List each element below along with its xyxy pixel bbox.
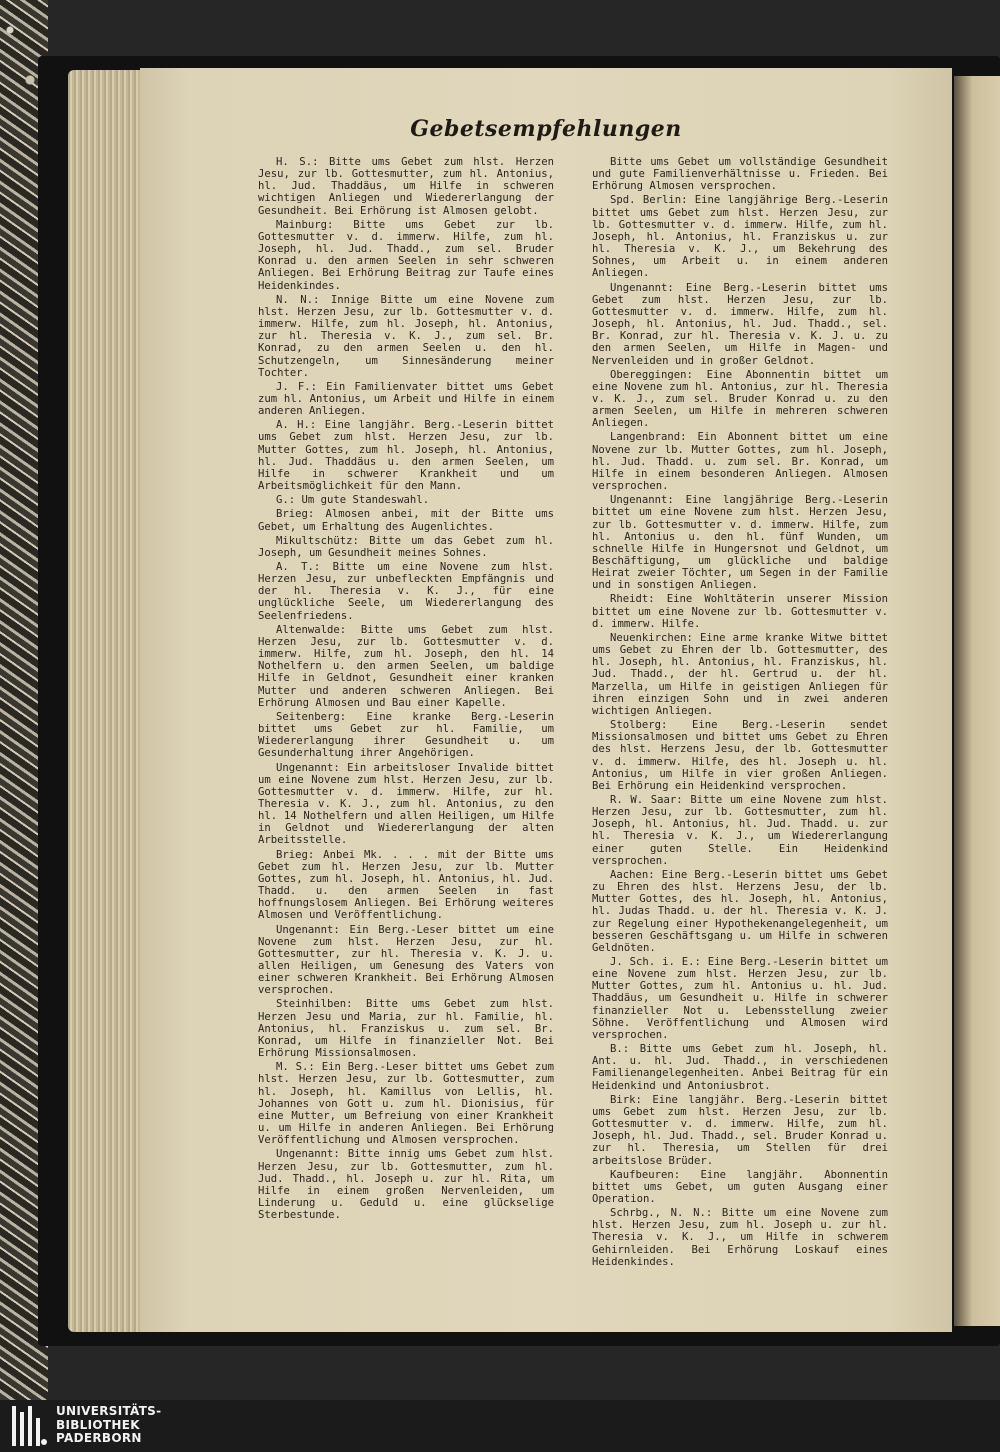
- prayer-entry: A. T.: Bitte um eine Novene zum hlst. Herzen Jesu, zur unbefleckten Empfängnis und der hl. Theresia v. K. J., für eine unglückliche Seele, um Wiedererlangung des Seelenfriedens.: [258, 561, 554, 622]
- page-title: Gebetsempfehlungen: [410, 116, 682, 142]
- prayer-entry: Obereggingen: Eine Abonnentin bittet um eine Novene zum hl. Antonius, zur hl. Theresia v. K. J., zum sel. Bruder Konrad u. zu den armen Seelen, um Hilfe in mehreren schweren Anliegen.: [592, 368, 888, 430]
- prayer-entry: Ungenannt: Eine langjährige Berg.-Leserin bittet um eine Novene zum hlst. Herzen Jesu, zur lb. Gottesmutter v. d. immerw. Hilfe, zum hl. Antonius u. den hl. fünf Wunden, um schnelle Hilfe in Hungersnot und Geldnot, um Beschäftigung, um glückliche und baldige Heirat zweier Töchter, um Segen in der Familie und in sonstigen Anliegen.: [592, 494, 888, 592]
- prayer-entry: Stolberg: Eine Berg.-Leserin sendet Missionsalmosen und bittet ums Gebet zu Ehren des hlst. Herzens Jesu, der lb. Gottesmutter v. d. immerw. Hilfe, des hl. Joseph u. hl. Antonius, um Hilfe in vier großen Anliegen. Bei Erhörung ein Heidenkind versprochen.: [592, 719, 888, 792]
- right-column: [592, 156, 888, 1270]
- left-column: [258, 156, 554, 1223]
- prayer-entry: Aachen: Eine Berg.-Leserin bittet ums Gebet zu Ehren des hlst. Herzens Jesu, der lb. Mutter Gottes, des hl. Joseph, hl. Antonius, hl. Judas Thadd. u. der hl. Theresia v. K. J. zur Regelung einer Hypothekenangelegenheit, um besseren Geschäftsgang u. um Hilfe in schweren Geldnöten.: [592, 868, 888, 954]
- prayer-entry: Brieg: Almosen anbei, mit der Bitte ums Gebet, um Erhaltung des Augenlichtes.: [258, 508, 554, 533]
- prayer-entry: Mainburg: Bitte ums Gebet zur lb. Gottesmutter v. d. immerw. Hilfe, zum hl. Joseph, hl. Jud. Thadd., zum sel. Bruder Konrad u. den armen Seelen in sehr schweren Anliegen. Bei Erhörung Beitrag zur Taufe eines Heidenkindes.: [258, 218, 554, 292]
- prayer-entry: N. N.: Innige Bitte um eine Novene zum hlst. Herzen Jesu, zur lb. Gottesmutter v. d. immerw. Hilfe, zum hl. Joseph, hl. Antonius, zur hl. Theresia v. K. J., zum sel. Br. Konrad, zu den armen Seelen u. den hl. Schutzengeln, um Sinnesänderung meiner Tochter.: [258, 293, 554, 379]
- next-page-edge: [954, 76, 1000, 1326]
- prayer-entry: Kaufbeuren: Eine langjähr. Abonnentin bittet ums Gebet, um guten Ausgang einer Operation.: [592, 1168, 888, 1205]
- prayer-entry: Bitte ums Gebet um vollständige Gesundheit und gute Familienverhältnisse u. Frieden. Bei Erhörung Almosen versprochen.: [592, 156, 888, 193]
- prayer-entry: Neuenkirchen: Eine arme kranke Witwe bittet ums Gebet zu Ehren der lb. Gottesmutter, des hl. Joseph, hl. Antonius, hl. Franziskus, hl. Jud. Thadd., der hl. Gertrud u. der hl. Marzella, um Hilfe in geistigen Anliegen für ihren einzigen Sohn und in zwei anderen wichtigen Anliegen.: [592, 631, 888, 717]
- prayer-entry: G.: Um gute Standeswahl.: [276, 494, 430, 507]
- prayer-entry: Steinhilben: Bitte ums Gebet zum hlst. Herzen Jesu und Maria, zur hl. Familie, hl. Antonius, hl. Franziskus u. zum sel. Br. Konrad, um Hilfe in finanzieller Not. Bei Erhörung Missionsalmosen.: [258, 998, 554, 1060]
- prayer-entry: Ungenannt: Eine Berg.-Leserin bittet ums Gebet zum hlst. Herzen Jesu, zur lb. Gottesmutter v. d. immerw. Hilfe, zum hl. Joseph, hl. Antonius, hl. Jud. Thadd., sel. Br. Konrad, zur hl. Theresia v. K. J. u. zu den armen Seelen, um Hilfe in Magen- und Nervenleiden und in großer Geldnot.: [592, 281, 888, 367]
- library-logo-text: [56, 1405, 216, 1446]
- prayer-entry: Ungenannt: Bitte innig ums Gebet zum hlst. Herzen Jesu, zur lb. Gottesmutter, zum hl. Jud. Thadd., hl. Joseph u. zur hl. Rita, um Hilfe in einem großen Nervenleiden, um Linderung u. Geduld u. eine glückselige Sterbestunde.: [258, 1148, 554, 1222]
- prayer-entry: A. H.: Eine langjähr. Berg.-Leserin bittet ums Gebet zum hlst. Herzen Jesu, zur lb. Mutter Gottes, zum hl. Joseph, hl. Antonius, hl. Jud. Thaddäus u. den armen Seelen, um Hilfe in schwerer Krankheit und um Arbeitsmöglichkeit für den Mann.: [258, 419, 554, 493]
- prayer-entry: Spd. Berlin: Eine langjährige Berg.-Leserin bittet ums Gebet zum hlst. Herzen Jesu, zur lb. Gottesmutter v. d. immerw. Hilfe, zum hl. Joseph, hl. Antonius, hl. Franziskus u. zur hl. Theresia v. K. J., um Bekehrung des Sohnes, um Arbeit u. in einem anderen Anliegen.: [592, 194, 888, 280]
- prayer-entry: Langenbrand: Ein Abonnent bittet um eine Novene zur lb. Mutter Gottes, zum hl. Joseph, hl. Jud. Thadd. u. zum sel. Br. Konrad, um Hilfe in einem besonderen Anliegen. Almosen versprochen.: [592, 431, 888, 493]
- library-logo-icon: [8, 1404, 48, 1448]
- prayer-entry: Birk: Eine langjähr. Berg.-Leserin bittet ums Gebet zum hlst. Herzen Jesu, zur lb. Gottesmutter v. d. immerw. Hilfe, zum hl. Joseph, hl. Jud. Thadd., sel. Bruder Konrad u. zur hl. Theresia, um Stellen für drei arbeitslose Brüder.: [592, 1093, 888, 1167]
- prayer-entry: Seitenberg: Eine kranke Berg.-Leserin bittet ums Gebet zur hl. Familie, um Wiedererlangung ihrer Gesundheit u. um Gesunderhaltung ihrer Angehörigen.: [258, 710, 554, 760]
- prayer-entry: Mikultschütz: Bitte um das Gebet zum hl. Joseph, um Gesundheit meines Sohnes.: [258, 534, 554, 559]
- prayer-entry: Altenwalde: Bitte ums Gebet zum hlst. Herzen Jesu, zur lb. Gottesmutter v. d. immerw. Hilfe, zum hl. Joseph, den hl. 14 Nothelfern u. den armen Seelen, um baldige Hilfe in Geldnot, Gesundheit einer kranken Mutter und anderen schweren Anliegen. Bei Erhörung Almosen und Bau einer Kapelle.: [258, 623, 554, 709]
- logo-line: BIBLIOTHEK: [56, 1417, 140, 1432]
- prayer-entry: Ungenannt: Ein Berg.-Leser bittet um eine Novene zum hlst. Herzen Jesu, zur hl. Gottesmutter, zur hl. Theresia v. K. J. u. allen Heiligen, um Genesung des Vaters von einer schweren Krankheit. Bei Erhörung Almosen versprochen.: [258, 923, 554, 997]
- book-page: [140, 68, 952, 1332]
- prayer-entry: Ungenannt: Ein arbeitsloser Invalide bittet um eine Novene zum hlst. Herzen Jesu, zur lb. Gottesmutter v. d. immerw. Hilfe, zur hl. Theresia v. K. J., zum hl. Antonius, zu den hl. 14 Nothelfern und allen Heiligen, um Hilfe in Geldnot und Wiedererlangung der alten Arbeitsstelle.: [258, 761, 554, 847]
- logo-line: PADERBORN: [56, 1431, 142, 1445]
- prayer-entry: M. S.: Ein Berg.-Leser bittet ums Gebet zum hlst. Herzen Jesu, zur lb. Gottesmutter, zum hl. Joseph, hl. Kamillus von Lellis, hl. Johannes von Gott u. zum hl. Dionisius, für eine Mutter, um Befreiung von einer Krankheit u. um Hilfe in anderen Anliegen. Bei Erhörung Veröffentlichung und Almosen versprochen.: [258, 1061, 554, 1147]
- prayer-entry: Brieg: Anbei Mk. . . . mit der Bitte ums Gebet zum hl. Herzen Jesu, zur lb. Mutter Gottes, zum hl. Joseph, hl. Antonius, hl. Jud. Thadd. u. den armen Seelen in fast hoffnungslosem Anliegen. Bei Erhörung weiteres Almosen und Veröffentlichung.: [258, 848, 554, 922]
- page-stack-edge: [68, 70, 144, 1332]
- prayer-entry: J. F.: Ein Familienvater bittet ums Gebet zum hl. Antonius, um Arbeit und Hilfe in einem anderen Anliegen.: [258, 380, 554, 418]
- logo-line: UNIVERSITÄTS-: [56, 1404, 162, 1418]
- prayer-entry: Rheidt: Eine Wohltäterin unserer Mission bittet um eine Novene zur lb. Gottesmutter v. d. immerw. Hilfe.: [592, 593, 888, 630]
- prayer-entry: B.: Bitte ums Gebet zum hl. Joseph, hl. Ant. u. hl. Jud. Thadd., in verschiedenen Familienangelegenheiten. Anbei Beitrag für ein Heidenkind und Antoniusbrot.: [592, 1043, 888, 1092]
- prayer-entry: R. W. Saar: Bitte um eine Novene zum hlst. Herzen Jesu, zur lb. Gottesmutter, zum hl. Joseph, hl. Antonius, hl. Jud. Thadd. u. zur hl. Theresia v. K. J., um Wiedererlangung einer guten Stelle. Ein Heidenkind versprochen.: [592, 793, 888, 867]
- prayer-entry: Schrbg., N. N.: Bitte um eine Novene zum hlst. Herzen Jesu, zum hl. Joseph u. zur hl. Theresia v. K. J., um Hilfe in schwerem Gehirnleiden. Bei Erhörung Loskauf eines Heidenkindes.: [592, 1207, 888, 1268]
- prayer-entry: H. S.: Bitte ums Gebet zum hlst. Herzen Jesu, zur lb. Gottesmutter, zum hl. Antonius, hl. Jud. Thaddäus, um Hilfe in schweren wichtigen Anliegen und Wiedererlangung der Gesundheit. Bei Erhörung ist Almosen gelobt.: [258, 156, 554, 217]
- prayer-entry: J. Sch. i. E.: Eine Berg.-Leserin bittet um eine Novene zum hlst. Herzen Jesu, zur lb. Mutter Gottes, zum hl. Antonius u. hl. Jud. Thaddäus, um Gesundheit u. Hilfe in schwerer finanzieller Not u. Lebensstellung zweier Söhne. Veröffentlichung und Almosen wird versprochen.: [592, 956, 888, 1041]
